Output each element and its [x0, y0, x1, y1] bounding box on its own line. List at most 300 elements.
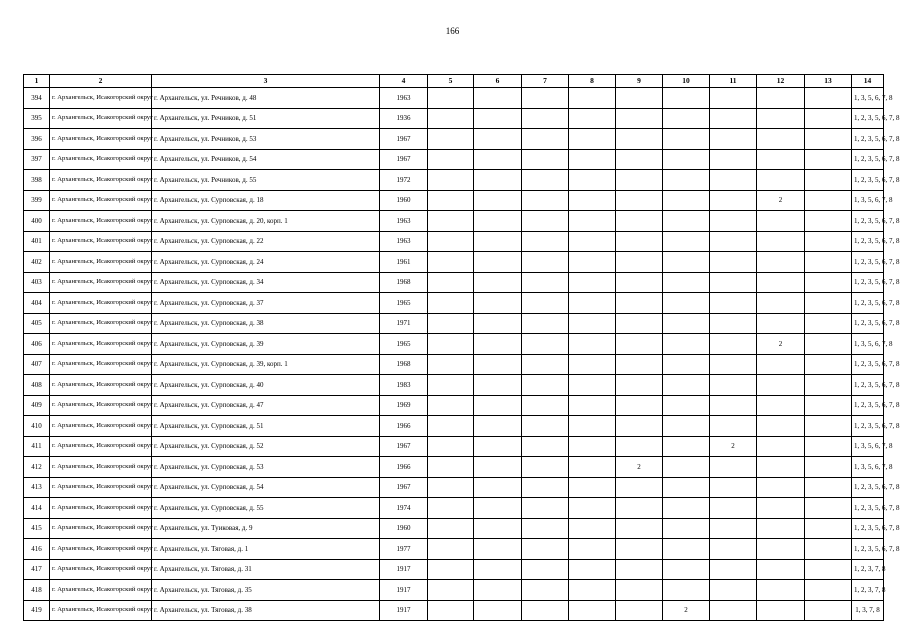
district-cell: г. Архангельск, Исакогорский округ [50, 498, 152, 519]
table-row [24, 334, 884, 355]
col8-cell [569, 272, 616, 293]
address-cell: г. Архангельск, ул. Туиковая, д. 9 [152, 518, 380, 539]
col12-cell [757, 149, 805, 170]
col12-cell [757, 313, 805, 334]
col5-cell [428, 600, 474, 621]
table-row [24, 539, 884, 560]
col6-cell [474, 436, 522, 457]
col7-cell [522, 416, 569, 437]
col11-cell [710, 190, 757, 211]
col11-cell [710, 518, 757, 539]
col8-cell [569, 395, 616, 416]
col7-cell [522, 252, 569, 273]
col5-cell [428, 129, 474, 150]
col9-cell [616, 416, 663, 437]
col6-cell [474, 416, 522, 437]
col14-cell: 1, 2, 3, 5, 6, 7, 8 [852, 170, 884, 191]
address-cell: г. Архангельск, ул. Сурповская, д. 52 [152, 436, 380, 457]
col10-cell [663, 252, 710, 273]
row-number-cell: 419 [24, 600, 50, 621]
col5-cell [428, 477, 474, 498]
district-cell: г. Архангельск, Исакогорский округ [50, 416, 152, 437]
row-number-cell: 409 [24, 395, 50, 416]
district-cell: г. Архангельск, Исакогорский округ [50, 149, 152, 170]
table-row [24, 231, 884, 252]
col6-cell [474, 272, 522, 293]
row-number-cell: 399 [24, 190, 50, 211]
year-cell: 1917 [380, 580, 428, 601]
row-number-cell: 405 [24, 313, 50, 334]
table-row [24, 129, 884, 150]
col12-cell [757, 395, 805, 416]
col8-cell [569, 580, 616, 601]
col8-cell [569, 436, 616, 457]
col7-cell [522, 231, 569, 252]
col9-cell [616, 395, 663, 416]
address-cell: г. Архангельск, ул. Тяговая, д. 35 [152, 580, 380, 601]
col5-cell [428, 416, 474, 437]
col13-cell [805, 170, 852, 191]
col14-cell: 1, 2, 3, 5, 6, 7, 8 [852, 149, 884, 170]
col12-cell [757, 272, 805, 293]
col11-cell [710, 293, 757, 314]
col5-cell [428, 498, 474, 519]
year-cell: 1968 [380, 354, 428, 375]
col12-cell [757, 129, 805, 150]
col6-cell [474, 600, 522, 621]
col8-cell [569, 313, 616, 334]
table-row [24, 416, 884, 437]
col7-cell [522, 559, 569, 580]
col7-cell [522, 395, 569, 416]
col8-cell [569, 293, 616, 314]
column-header: 7 [522, 75, 569, 88]
address-cell: г. Архангельск, ул. Речников, д. 48 [152, 88, 380, 109]
col10-cell [663, 149, 710, 170]
col5-cell [428, 334, 474, 355]
col11-cell [710, 395, 757, 416]
row-number-cell: 416 [24, 539, 50, 560]
col10-cell [663, 313, 710, 334]
row-number-cell: 417 [24, 559, 50, 580]
col10-cell [663, 518, 710, 539]
year-cell: 1967 [380, 436, 428, 457]
col13-cell [805, 334, 852, 355]
address-cell: г. Архангельск, ул. Речников, д. 51 [152, 108, 380, 129]
row-number-cell: 398 [24, 170, 50, 191]
table-row [24, 375, 884, 396]
col9-cell [616, 293, 663, 314]
col11-cell [710, 457, 757, 478]
col10-cell [663, 231, 710, 252]
col9-cell [616, 252, 663, 273]
col11-cell [710, 252, 757, 273]
col11-cell [710, 149, 757, 170]
col14-cell: 1, 2, 3, 5, 6, 7, 8 [852, 518, 884, 539]
col13-cell [805, 416, 852, 437]
col13-cell [805, 580, 852, 601]
col7-cell [522, 272, 569, 293]
col8-cell [569, 600, 616, 621]
col6-cell [474, 129, 522, 150]
col11-cell: 2 [710, 436, 757, 457]
col7-cell [522, 108, 569, 129]
row-number-cell: 404 [24, 293, 50, 314]
col10-cell [663, 375, 710, 396]
col12-cell [757, 170, 805, 191]
year-cell: 1960 [380, 518, 428, 539]
col6-cell [474, 375, 522, 396]
col5-cell [428, 395, 474, 416]
column-header: 5 [428, 75, 474, 88]
col11-cell [710, 498, 757, 519]
col11-cell [710, 170, 757, 191]
col14-cell: 1, 2, 3, 5, 6, 7, 8 [852, 539, 884, 560]
col9-cell [616, 190, 663, 211]
col13-cell [805, 477, 852, 498]
table-row [24, 293, 884, 314]
year-cell: 1974 [380, 498, 428, 519]
table-row [24, 252, 884, 273]
address-cell: г. Архангельск, ул. Сурповская, д. 53 [152, 457, 380, 478]
col6-cell [474, 252, 522, 273]
registry-table [23, 74, 900, 621]
row-number-cell: 401 [24, 231, 50, 252]
col11-cell [710, 354, 757, 375]
col8-cell [569, 88, 616, 109]
col14-cell: 1, 2, 3, 5, 6, 7, 8 [852, 313, 884, 334]
col13-cell [805, 149, 852, 170]
col10-cell [663, 436, 710, 457]
col12-cell [757, 293, 805, 314]
col10-cell [663, 88, 710, 109]
address-cell: г. Архангельск, ул. Сурповская, д. 34 [152, 272, 380, 293]
district-cell: г. Архангельск, Исакогорский округ [50, 252, 152, 273]
district-cell: г. Архангельск, Исакогорский округ [50, 211, 152, 232]
table-row [24, 580, 884, 601]
district-cell: г. Архангельск, Исакогорский округ [50, 559, 152, 580]
col9-cell [616, 211, 663, 232]
col13-cell [805, 539, 852, 560]
col10-cell [663, 354, 710, 375]
address-cell: г. Архангельск, ул. Речников, д. 53 [152, 129, 380, 150]
col6-cell [474, 149, 522, 170]
col7-cell [522, 600, 569, 621]
col12-cell [757, 375, 805, 396]
address-cell: г. Архангельск, ул. Речников, д. 54 [152, 149, 380, 170]
col8-cell [569, 354, 616, 375]
row-number-cell: 418 [24, 580, 50, 601]
year-cell: 1963 [380, 88, 428, 109]
col13-cell [805, 88, 852, 109]
col8-cell [569, 211, 616, 232]
address-cell: г. Архангельск, ул. Тяговая, д. 38 [152, 600, 380, 621]
col11-cell [710, 580, 757, 601]
district-cell: г. Архангельск, Исакогорский округ [50, 436, 152, 457]
col11-cell [710, 539, 757, 560]
col9-cell [616, 539, 663, 560]
col11-cell [710, 231, 757, 252]
col11-cell [710, 559, 757, 580]
col7-cell [522, 313, 569, 334]
col12-cell: 2 [757, 190, 805, 211]
col13-cell [805, 129, 852, 150]
table-row [24, 190, 884, 211]
table-row [24, 170, 884, 191]
col13-cell [805, 518, 852, 539]
col11-cell [710, 88, 757, 109]
col7-cell [522, 457, 569, 478]
col11-cell [710, 211, 757, 232]
year-cell: 1965 [380, 334, 428, 355]
year-cell: 1969 [380, 395, 428, 416]
col6-cell [474, 334, 522, 355]
table-row [24, 354, 884, 375]
col5-cell [428, 375, 474, 396]
row-number-cell: 408 [24, 375, 50, 396]
district-cell: г. Архангельск, Исакогорский округ [50, 600, 152, 621]
col6-cell [474, 498, 522, 519]
col9-cell [616, 580, 663, 601]
col7-cell [522, 211, 569, 232]
col14-cell: 1, 3, 5, 6, 7, 8 [852, 88, 884, 109]
col10-cell [663, 272, 710, 293]
table-header-row [24, 75, 884, 88]
district-cell: г. Архангельск, Исакогорский округ [50, 129, 152, 150]
column-header: 8 [569, 75, 616, 88]
col8-cell [569, 518, 616, 539]
col14-cell: 1, 3, 5, 6, 7, 8 [852, 334, 884, 355]
table-row [24, 518, 884, 539]
address-cell: г. Архангельск, ул. Сурповская, д. 38 [152, 313, 380, 334]
col7-cell [522, 436, 569, 457]
year-cell: 1965 [380, 293, 428, 314]
table-row [24, 395, 884, 416]
col6-cell [474, 170, 522, 191]
col13-cell [805, 252, 852, 273]
col6-cell [474, 211, 522, 232]
col5-cell [428, 559, 474, 580]
col10-cell [663, 293, 710, 314]
column-header: 10 [663, 75, 710, 88]
col12-cell [757, 436, 805, 457]
col9-cell [616, 559, 663, 580]
column-header: 1 [24, 75, 50, 88]
col11-cell [710, 600, 757, 621]
table-row [24, 211, 884, 232]
col10-cell [663, 108, 710, 129]
col6-cell [474, 354, 522, 375]
col10-cell [663, 477, 710, 498]
col5-cell [428, 313, 474, 334]
col8-cell [569, 190, 616, 211]
col13-cell [805, 313, 852, 334]
column-header: 3 [152, 75, 380, 88]
col6-cell [474, 457, 522, 478]
district-cell: г. Архангельск, Исакогорский округ [50, 170, 152, 191]
year-cell: 1961 [380, 252, 428, 273]
district-cell: г. Архангельск, Исакогорский округ [50, 477, 152, 498]
col9-cell [616, 313, 663, 334]
address-cell: г. Архангельск, ул. Сурповская, д. 39 [152, 334, 380, 355]
col14-cell: 1, 2, 3, 7, 8 [852, 580, 884, 601]
row-number-cell: 396 [24, 129, 50, 150]
col8-cell [569, 457, 616, 478]
col13-cell [805, 395, 852, 416]
col9-cell [616, 231, 663, 252]
year-cell: 1972 [380, 170, 428, 191]
col6-cell [474, 477, 522, 498]
address-cell: г. Архангельск, ул. Сурповская, д. 20, корп. 1 [152, 211, 380, 232]
district-cell: г. Архангельск, Исакогорский округ [50, 375, 152, 396]
row-number-cell: 406 [24, 334, 50, 355]
address-cell: г. Архангельск, ул. Сурповская, д. 24 [152, 252, 380, 273]
col10-cell [663, 334, 710, 355]
district-cell: г. Архангельск, Исакогорский округ [50, 272, 152, 293]
year-cell: 1967 [380, 477, 428, 498]
col8-cell [569, 477, 616, 498]
table-row [24, 559, 884, 580]
page-number: 166 [445, 26, 460, 36]
col8-cell [569, 416, 616, 437]
row-number-cell: 410 [24, 416, 50, 437]
year-cell: 1963 [380, 211, 428, 232]
col6-cell [474, 580, 522, 601]
col5-cell [428, 354, 474, 375]
column-header: 2 [50, 75, 152, 88]
row-number-cell: 402 [24, 252, 50, 273]
col11-cell [710, 416, 757, 437]
col9-cell [616, 498, 663, 519]
col14-cell: 1, 2, 3, 5, 6, 7, 8 [852, 416, 884, 437]
col6-cell [474, 88, 522, 109]
col13-cell [805, 211, 852, 232]
col10-cell [663, 580, 710, 601]
col12-cell [757, 252, 805, 273]
column-header: 9 [616, 75, 663, 88]
row-number-cell: 412 [24, 457, 50, 478]
col7-cell [522, 375, 569, 396]
col9-cell [616, 334, 663, 355]
address-cell: г. Архангельск, ул. Сурповская, д. 47 [152, 395, 380, 416]
col13-cell [805, 436, 852, 457]
district-cell: г. Архангельск, Исакогорский округ [50, 231, 152, 252]
col11-cell [710, 334, 757, 355]
col5-cell [428, 580, 474, 601]
col9-cell [616, 436, 663, 457]
col6-cell [474, 518, 522, 539]
col14-cell: 1, 3, 7, 8 [852, 600, 884, 621]
col14-cell: 1, 2, 3, 5, 6, 7, 8 [852, 375, 884, 396]
year-cell: 1960 [380, 190, 428, 211]
col10-cell [663, 190, 710, 211]
col8-cell [569, 231, 616, 252]
column-header: 13 [805, 75, 852, 88]
year-cell: 1971 [380, 313, 428, 334]
address-cell: г. Архангельск, ул. Сурповская, д. 22 [152, 231, 380, 252]
col13-cell [805, 457, 852, 478]
address-cell: г. Архангельск, ул. Сурповская, д. 18 [152, 190, 380, 211]
col14-cell: 1, 3, 5, 6, 7, 8 [852, 457, 884, 478]
address-cell: г. Архангельск, ул. Сурповская, д. 37 [152, 293, 380, 314]
col8-cell [569, 498, 616, 519]
col5-cell [428, 211, 474, 232]
col13-cell [805, 293, 852, 314]
year-cell: 1917 [380, 600, 428, 621]
year-cell: 1967 [380, 129, 428, 150]
col7-cell [522, 190, 569, 211]
col10-cell [663, 395, 710, 416]
col12-cell [757, 477, 805, 498]
col9-cell [616, 272, 663, 293]
year-cell: 1917 [380, 559, 428, 580]
col8-cell [569, 559, 616, 580]
row-number-cell: 394 [24, 88, 50, 109]
column-header: 12 [757, 75, 805, 88]
col12-cell [757, 518, 805, 539]
col7-cell [522, 334, 569, 355]
col14-cell: 1, 2, 3, 5, 6, 7, 8 [852, 272, 884, 293]
col9-cell [616, 477, 663, 498]
district-cell: г. Архангельск, Исакогорский округ [50, 293, 152, 314]
table-row [24, 477, 884, 498]
col8-cell [569, 334, 616, 355]
col14-cell: 1, 2, 3, 5, 6, 7, 8 [852, 252, 884, 273]
address-cell: г. Архангельск, ул. Речников, д. 55 [152, 170, 380, 191]
col9-cell [616, 600, 663, 621]
col11-cell [710, 272, 757, 293]
col9-cell: 2 [616, 457, 663, 478]
col9-cell [616, 149, 663, 170]
col14-cell: 1, 2, 3, 5, 6, 7, 8 [852, 231, 884, 252]
col10-cell [663, 457, 710, 478]
col7-cell [522, 518, 569, 539]
col5-cell [428, 108, 474, 129]
col11-cell [710, 313, 757, 334]
row-number-cell: 411 [24, 436, 50, 457]
district-cell: г. Архангельск, Исакогорский округ [50, 539, 152, 560]
col11-cell [710, 477, 757, 498]
col13-cell [805, 375, 852, 396]
district-cell: г. Архангельск, Исакогорский округ [50, 334, 152, 355]
col10-cell [663, 539, 710, 560]
row-number-cell: 407 [24, 354, 50, 375]
year-cell: 1936 [380, 108, 428, 129]
district-cell: г. Архангельск, Исакогорский округ [50, 88, 152, 109]
col14-cell: 1, 2, 3, 7, 8 [852, 559, 884, 580]
column-header: 11 [710, 75, 757, 88]
col12-cell [757, 559, 805, 580]
col10-cell [663, 211, 710, 232]
col6-cell [474, 313, 522, 334]
col14-cell: 1, 3, 5, 6, 7, 8 [852, 190, 884, 211]
col12-cell [757, 457, 805, 478]
col12-cell [757, 88, 805, 109]
district-cell: г. Архангельск, Исакогорский округ [50, 354, 152, 375]
col14-cell: 1, 2, 3, 5, 6, 7, 8 [852, 477, 884, 498]
col7-cell [522, 539, 569, 560]
col8-cell [569, 129, 616, 150]
col5-cell [428, 436, 474, 457]
col8-cell [569, 375, 616, 396]
table-row [24, 600, 884, 621]
col5-cell [428, 293, 474, 314]
col10-cell [663, 170, 710, 191]
address-cell: г. Архангельск, ул. Тяговая, д. 31 [152, 559, 380, 580]
col14-cell: 1, 2, 3, 5, 6, 7, 8 [852, 395, 884, 416]
col6-cell [474, 395, 522, 416]
col12-cell [757, 498, 805, 519]
